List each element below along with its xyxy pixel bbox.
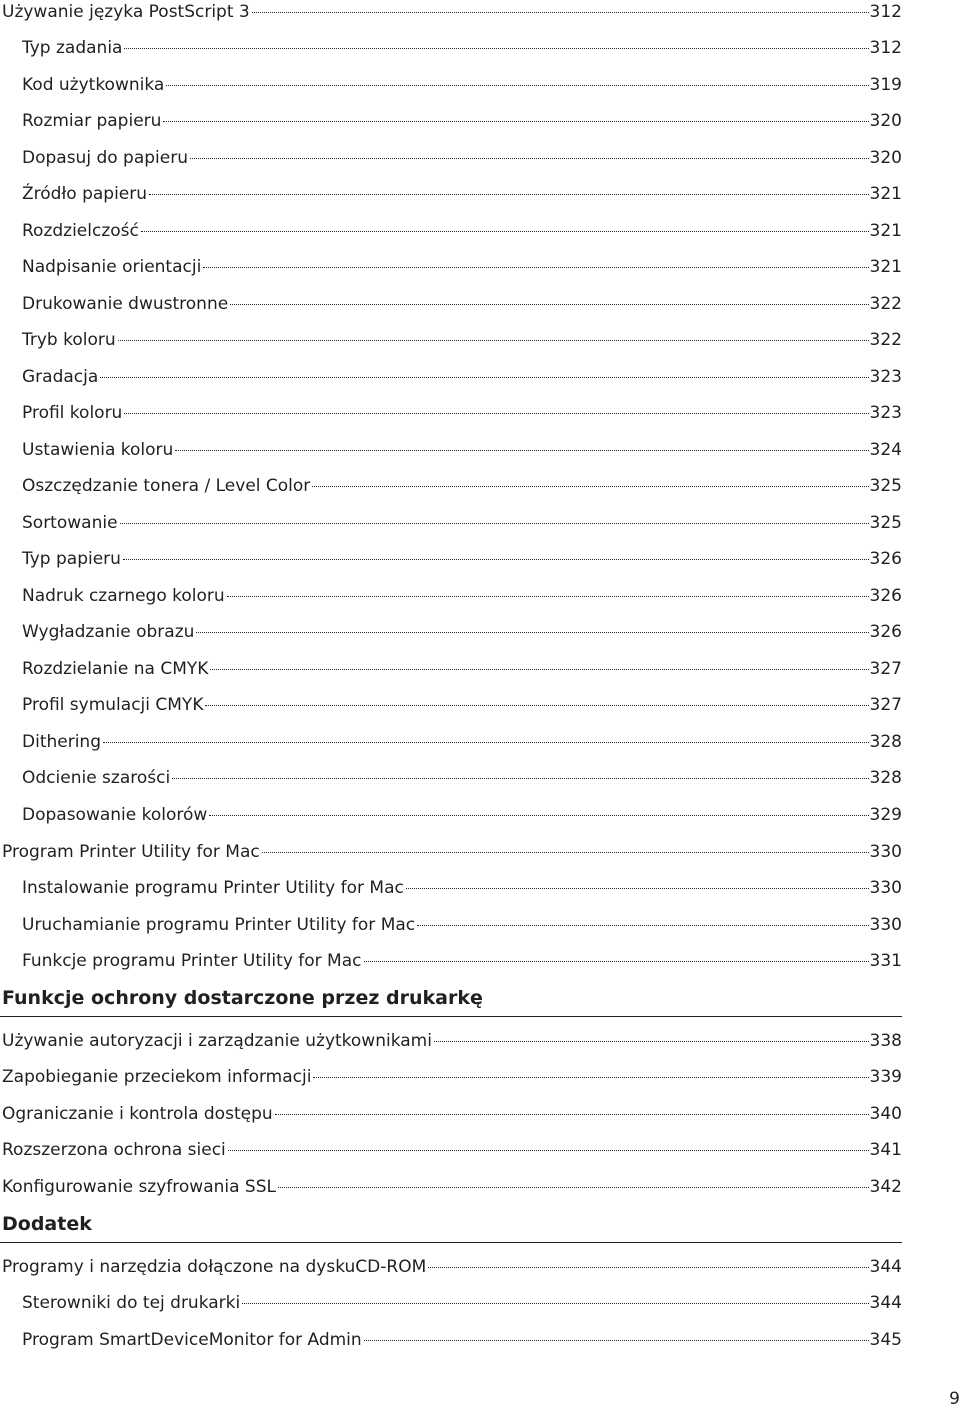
toc-entry-title: Używanie języka PostScript 3	[2, 2, 250, 22]
dot-leader	[278, 1187, 869, 1188]
toc-entry-title: Program Printer Utility for Mac	[2, 842, 260, 862]
dot-leader	[205, 705, 868, 706]
toc-entry-page: 327	[869, 695, 902, 715]
toc-entry-page: 321	[869, 257, 902, 277]
toc-entry[interactable]	[2, 1255, 902, 1279]
toc-entry-title: Drukowanie dwustronne	[22, 294, 229, 314]
toc-entry-title: Rozmiar papieru	[22, 111, 162, 131]
toc-entry[interactable]	[22, 474, 902, 498]
dot-leader	[203, 267, 868, 268]
toc-entry[interactable]	[2, 1138, 902, 1162]
dot-leader	[364, 1340, 869, 1341]
toc-entry[interactable]	[22, 328, 902, 352]
toc-entry-page: 320	[869, 148, 902, 168]
section-divider	[0, 1016, 902, 1017]
toc-entry-page: 344	[869, 1257, 902, 1277]
dot-leader	[196, 632, 868, 633]
dot-leader	[227, 596, 869, 597]
toc-entry-page: 319	[869, 75, 902, 95]
toc-entry-title: Profil symulacji CMYK	[22, 695, 204, 715]
dot-leader	[103, 742, 869, 743]
toc-entry[interactable]	[22, 511, 902, 535]
toc-entry-title: Dopasowanie kolorów	[22, 805, 208, 825]
dot-leader	[190, 158, 869, 159]
dot-leader	[434, 1041, 869, 1042]
toc-entry-title: Sortowanie	[22, 513, 118, 533]
toc-entry-page: 338	[869, 1031, 902, 1051]
toc-entry-page: 340	[869, 1104, 902, 1124]
toc-entry-page: 326	[869, 622, 902, 642]
toc-entry[interactable]	[22, 73, 902, 97]
toc-entry[interactable]	[2, 840, 902, 864]
toc-entry[interactable]	[22, 146, 902, 170]
dot-leader	[163, 121, 868, 122]
toc-entry-page: 321	[869, 184, 902, 204]
toc-entry-page: 341	[869, 1140, 902, 1160]
toc-entry-page: 330	[869, 842, 902, 862]
dot-leader	[209, 815, 868, 816]
dot-leader	[124, 48, 868, 49]
toc-entry-title: Typ papieru	[22, 549, 121, 569]
toc-entry-page: 329	[869, 805, 902, 825]
dot-leader	[364, 961, 869, 962]
toc-entry[interactable]	[22, 949, 902, 973]
toc-entry[interactable]	[22, 876, 902, 900]
dot-leader	[100, 377, 868, 378]
toc-entry[interactable]	[22, 766, 902, 790]
toc-entry[interactable]	[22, 219, 902, 243]
toc-entry-title: Gradacja	[22, 367, 99, 387]
toc-entry[interactable]	[22, 1291, 902, 1315]
toc-entry-page: 320	[869, 111, 902, 131]
toc-entry-page: 339	[869, 1067, 902, 1087]
toc-entry-title: Sterowniki do tej drukarki	[22, 1293, 241, 1313]
toc-entry-title: Program SmartDeviceMonitor for Admin	[22, 1330, 362, 1350]
toc-entry[interactable]	[22, 255, 902, 279]
toc-entry[interactable]	[2, 1065, 902, 1089]
toc-entry-page: 330	[869, 915, 902, 935]
dot-leader	[275, 1114, 869, 1115]
toc-entry-page: 323	[869, 403, 902, 423]
toc-entry[interactable]	[22, 620, 902, 644]
toc-entry-page: 342	[869, 1177, 902, 1197]
dot-leader	[172, 778, 868, 779]
toc-entry-page: 323	[869, 367, 902, 387]
toc-entry[interactable]	[22, 292, 902, 316]
toc-entry-page: 344	[869, 1293, 902, 1313]
toc-entry-title: Funkcje programu Printer Utility for Mac	[22, 951, 362, 971]
toc-entry[interactable]	[2, 0, 902, 24]
toc-entry[interactable]	[22, 36, 902, 60]
dot-leader	[124, 413, 868, 414]
dot-leader	[149, 194, 869, 195]
toc-entry-page: 312	[869, 2, 902, 22]
toc-entry-title: Oszczędzanie tonera / Level Color	[22, 476, 311, 496]
toc-entry[interactable]	[22, 657, 902, 681]
toc-entry-title: Nadpisanie orientacji	[22, 257, 202, 277]
toc-entry-page: 325	[869, 513, 902, 533]
toc-entry-title: Uruchamianie programu Printer Utility for Mac	[22, 915, 416, 935]
toc-entry-title: Dithering	[22, 732, 101, 752]
toc-entry[interactable]	[2, 1029, 902, 1053]
dot-leader	[175, 450, 868, 451]
toc-entry[interactable]	[22, 913, 902, 937]
toc-entry[interactable]	[22, 109, 902, 133]
toc-entry-page: 326	[869, 586, 902, 606]
toc-entry-page: 345	[869, 1330, 902, 1350]
toc-entry-page: 322	[869, 330, 902, 350]
toc-entry-title: Kod użytkownika	[22, 75, 165, 95]
toc-entry-title: Używanie autoryzacji i zarządzanie użytkownikami	[2, 1031, 432, 1051]
dot-leader	[210, 669, 868, 670]
dot-leader	[228, 1150, 869, 1151]
dot-leader	[166, 85, 868, 86]
toc-entry-page: 328	[869, 768, 902, 788]
toc-entry[interactable]	[22, 803, 902, 827]
toc-entry-title: Konfigurowanie szyfrowania SSL	[2, 1177, 276, 1197]
dot-leader	[123, 559, 869, 560]
dot-leader	[428, 1267, 868, 1268]
toc-entry-page: 330	[869, 878, 902, 898]
toc-entry-title: Rozdzielczość	[22, 221, 139, 241]
toc-entry-title: Dopasuj do papieru	[22, 148, 188, 168]
dot-leader	[230, 304, 868, 305]
toc-entry-title: Ograniczanie i kontrola dostępu	[2, 1104, 273, 1124]
dot-leader	[242, 1303, 868, 1304]
dot-leader	[417, 925, 868, 926]
section-heading: Dodatek	[2, 1213, 92, 1235]
dot-leader	[312, 486, 868, 487]
toc-entry-page: 331	[869, 951, 902, 971]
page-number: 9	[949, 1389, 960, 1409]
toc-entry-page: 324	[869, 440, 902, 460]
toc-entry[interactable]	[22, 584, 902, 608]
toc-entry-title: Nadruk czarnego koloru	[22, 586, 225, 606]
dot-leader	[313, 1077, 868, 1078]
dot-leader	[252, 12, 869, 13]
toc-entry[interactable]	[22, 730, 902, 754]
section-heading: Funkcje ochrony dostarczone przez drukarkę	[2, 987, 483, 1009]
toc-entry-title: Rozdzielanie na CMYK	[22, 659, 209, 679]
toc-entry-title: Odcienie szarości	[22, 768, 171, 788]
toc-entry-page: 328	[869, 732, 902, 752]
toc-entry-title: Profil koloru	[22, 403, 123, 423]
toc-entry[interactable]	[22, 438, 902, 462]
toc-entry-title: Zapobieganie przeciekom informacji	[2, 1067, 312, 1087]
toc-entry-page: 327	[869, 659, 902, 679]
toc-entry-title: Programy i narzędzia dołączone na dyskuCD-ROM	[2, 1257, 427, 1277]
dot-leader	[262, 852, 869, 853]
toc-entry-title: Rozszerzona ochrona sieci	[2, 1140, 226, 1160]
toc-entry[interactable]	[22, 547, 902, 571]
toc-entry[interactable]	[22, 365, 902, 389]
toc-entry-page: 325	[869, 476, 902, 496]
toc-entry-title: Wygładzanie obrazu	[22, 622, 195, 642]
toc-entry-title: Typ zadania	[22, 38, 123, 58]
toc-entry-page: 326	[869, 549, 902, 569]
toc-entry-page: 322	[869, 294, 902, 314]
toc-entry[interactable]	[2, 1102, 902, 1126]
toc-entry[interactable]	[22, 1328, 902, 1352]
toc-entry-title: Źródło papieru	[22, 184, 148, 204]
dot-leader	[120, 523, 869, 524]
dot-leader	[118, 340, 869, 341]
section-divider	[0, 1242, 902, 1243]
toc-entry-title: Tryb koloru	[22, 330, 116, 350]
toc-entry-page: 321	[869, 221, 902, 241]
toc-entry[interactable]	[22, 693, 902, 717]
dot-leader	[406, 888, 869, 889]
toc-entry-title: Ustawienia koloru	[22, 440, 174, 460]
toc-entry[interactable]	[2, 1175, 902, 1199]
toc-entry[interactable]	[22, 182, 902, 206]
toc-entry[interactable]	[22, 401, 902, 425]
dot-leader	[141, 231, 869, 232]
toc-entry-page: 312	[869, 38, 902, 58]
toc-entry-title: Instalowanie programu Printer Utility for Mac	[22, 878, 404, 898]
